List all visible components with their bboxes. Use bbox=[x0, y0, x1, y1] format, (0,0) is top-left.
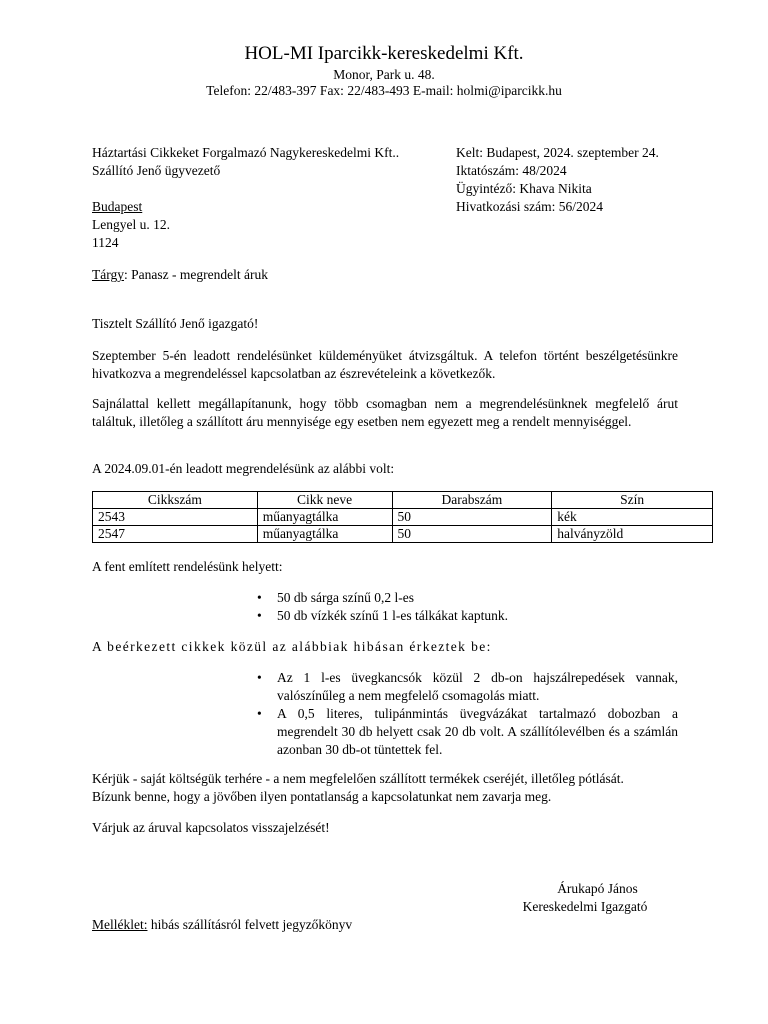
table-cell: műanyagtálka bbox=[257, 509, 392, 526]
salutation: Tisztelt Szállító Jenő igazgató! bbox=[92, 316, 259, 331]
attachment-label: Melléklet: bbox=[92, 917, 148, 932]
subject-text: : Panasz - megrendelt áruk bbox=[124, 267, 268, 282]
company-name: HOL-MI Iparcikk-kereskedelmi Kft. bbox=[244, 43, 524, 64]
recipient-city: Budapest bbox=[92, 199, 143, 214]
subject-label: Tárgy bbox=[92, 267, 124, 282]
recipient-street: Lengyel u. 12. bbox=[92, 217, 170, 232]
recipient-company: Háztartási Cikkeket Forgalmazó Nagykereskedelmi Kft.. bbox=[92, 145, 400, 160]
table-cell: műanyagtálka bbox=[257, 526, 392, 543]
table-row bbox=[93, 526, 713, 543]
table-header-cell: Darabszám bbox=[392, 492, 552, 509]
table-cell: halványzöld bbox=[552, 526, 713, 543]
request-trust: Bízunk benne, hogy a jövőben ilyen pontatlanság a kapcsolatunkat nem zavarja meg. bbox=[92, 789, 552, 804]
paragraph-2: Sajnálattal kellett megállapítanunk, hogy több csomagban nem a megrendelésünknek megfelelő árut találtuk, illetőleg a szállított áru mennyisége egy esetben nem egyezett meg a rendelt mennyiséggel. bbox=[92, 396, 678, 429]
signature-name: Árukapó János bbox=[557, 881, 638, 896]
attachment-line bbox=[92, 916, 352, 934]
list-item: • A 0,5 literes, tulipánmintás üvegvázákat tartalmazó dobozban a megrendelt 30 db helyett csak 20 db volt. A szállítólevélben és a számlán azonban 30 db-ot tüntettek fel. bbox=[255, 705, 678, 759]
request-block bbox=[92, 770, 692, 806]
table-cell: 2547 bbox=[93, 526, 258, 543]
recipient-person: Szállító Jenő ügyvezető bbox=[92, 163, 221, 178]
table-cell: 50 bbox=[392, 526, 552, 543]
table-cell: kék bbox=[552, 509, 713, 526]
list-item: • 50 db vízkék színű 1 l-es tálkákat kaptunk. bbox=[255, 607, 678, 625]
received-intro: A fent említett rendelésünk helyett: bbox=[92, 559, 283, 574]
table-cell: 2543 bbox=[93, 509, 258, 526]
defect-list bbox=[255, 669, 678, 759]
meta-file-number: Iktatószám: 48/2024 bbox=[456, 163, 567, 178]
closing-line: Várjuk az áruval kapcsolatos visszajelzését! bbox=[92, 820, 330, 835]
table-cell: 50 bbox=[392, 509, 552, 526]
table-header-cell: Szín bbox=[552, 492, 713, 509]
order-table bbox=[92, 491, 713, 543]
signature-block bbox=[460, 880, 710, 916]
company-address: Monor, Park u. 48. bbox=[333, 67, 435, 82]
defect-intro: A beérkezett cikkek közül az alábbiak hibásan érkeztek be: bbox=[92, 639, 492, 654]
list-item: • 50 db sárga színű 0,2 l-es bbox=[255, 589, 678, 607]
received-list bbox=[255, 589, 678, 625]
table-row bbox=[93, 509, 713, 526]
table-header-row bbox=[93, 492, 713, 509]
recipient-block bbox=[92, 144, 399, 252]
order-table-wrapper bbox=[92, 491, 713, 543]
meta-reference: Hivatkozási szám: 56/2024 bbox=[456, 199, 603, 214]
table-header-cell: Cikkszám bbox=[93, 492, 258, 509]
subject-line bbox=[92, 266, 268, 284]
order-intro: A 2024.09.01-én leadott megrendelésünk az alábbi volt: bbox=[92, 461, 395, 476]
list-item: • Az 1 l-es üvegkancsók közül 2 db-on hajszálrepedések vannak, valószínűleg a nem megfelelő csomagolás miatt. bbox=[255, 669, 678, 705]
attachment-text: hibás szállításról felvett jegyzőkönyv bbox=[147, 917, 353, 932]
table-header-cell: Cikk neve bbox=[257, 492, 392, 509]
paragraph-1: Szeptember 5-én leadott rendelésünket küldeményüket átvizsgáltuk. A telefon történt beszélgetésünkre hivatkozva a megrendeléssel kapcsolatban az észrevételeink a következők. bbox=[92, 348, 678, 381]
recipient-zip: 1124 bbox=[92, 235, 119, 250]
meta-block bbox=[456, 144, 659, 216]
meta-date: Kelt: Budapest, 2024. szeptember 24. bbox=[456, 145, 659, 160]
signature-title: Kereskedelmi Igazgató bbox=[522, 899, 648, 914]
meta-officer: Ügyintéző: Khava Nikita bbox=[456, 181, 592, 196]
company-contact: Telefon: 22/483-397 Fax: 22/483-493 E-mail: holmi@iparcikk.hu bbox=[206, 83, 562, 98]
request-replacement: Kérjük - saját költségük terhére - a nem megfelelően szállított termékek cseréjét, illetőleg pótlását. bbox=[92, 771, 624, 786]
